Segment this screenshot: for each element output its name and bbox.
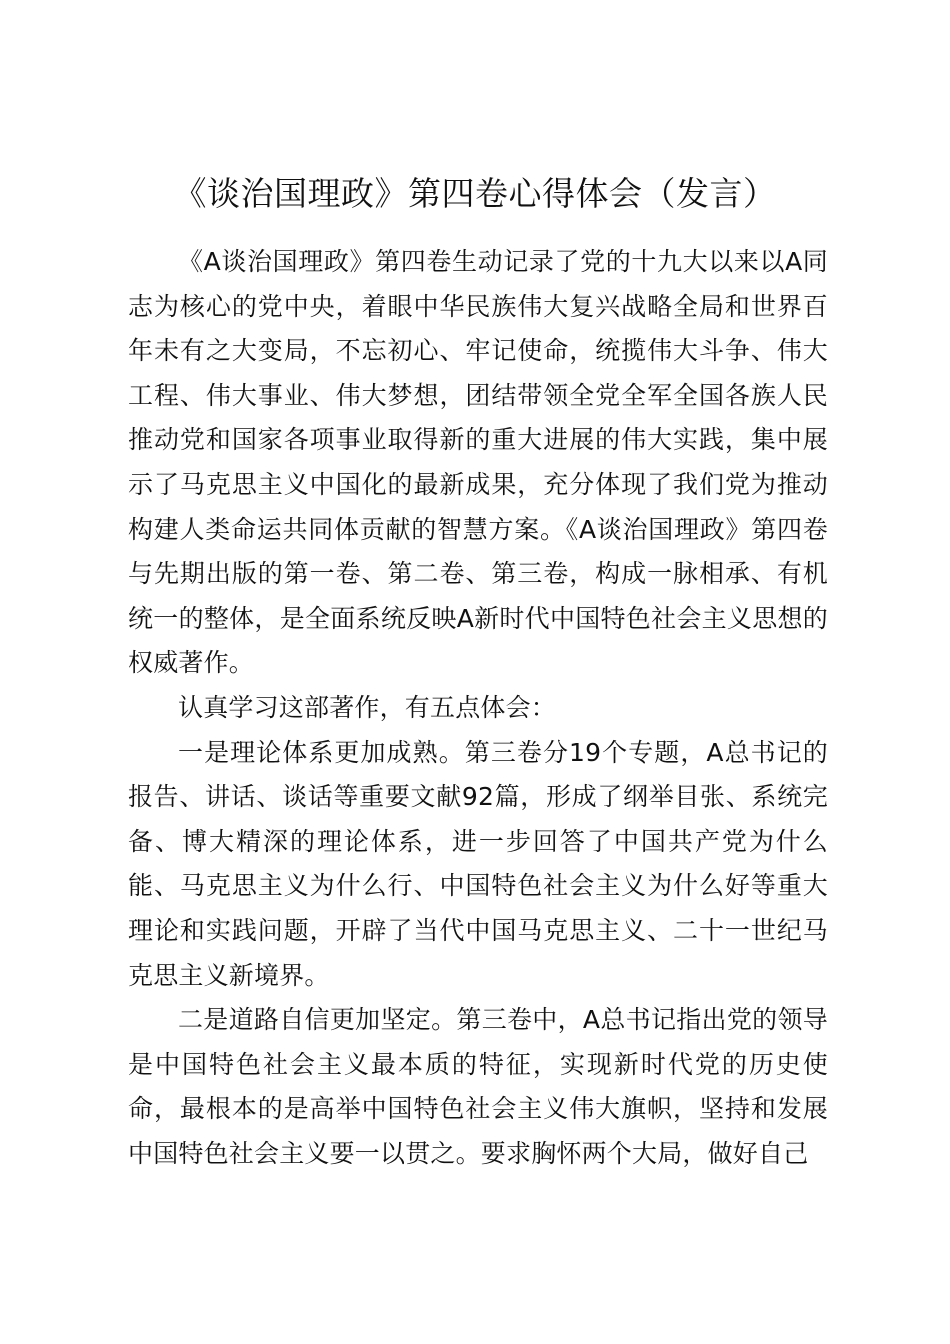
document-title: 《谈治国理政》第四卷心得体会（发言） [173, 174, 777, 213]
paragraph-point-two: 二是道路自信更加坚定。第三卷中，A总书记指出党的领导是中国特色社会主义最本质的特征，实现新时代党的历史使命，最根本的是高举中国特色社会主义伟大旗帜，坚持和发展中国特色社会主义要一以贯之。要求胸怀两个大局，做好自己 [128, 1005, 828, 1168]
paragraph-intro: 《A谈治国理政》第四卷生动记录了党的十九大以来以A同志为核心的党中央，着眼中华民族伟大复兴战略全局和世界百年未有之大变局，不忘初心、牢记使命，统揽伟大斗争、伟大工程、伟大事业、伟大梦想，团结带领全党全军全国各族人民推动党和国家各项事业取得新的重大进展的伟大实践，集中展示了马克思主义中国化的最新成果，充分体现了我们党为推动构建人类命运共同体贡献的智慧方案。《A谈治国理政》第四卷与先期出版的第一卷、第二卷、第三卷，构成一脉相承、有机统一的整体，是全面系统反映A新时代中国特色社会主义思想的权威著作。 [128, 247, 828, 678]
paragraph-point-one: 一是理论体系更加成熟。第三卷分19个专题，A总书记的报告、讲话、谈话等重要文献92篇，形成了纲举目张、系统完备、博大精深的理论体系，进一步回答了中国共产党为什么能、马克思主义为什么行、中国特色社会主义为什么好等重大理论和实践问题，开辟了当代中国马克思主义、二十一世纪马克思主义新境界。 [128, 737, 828, 990]
document-body [128, 240, 828, 1176]
paragraph-five-points: 认真学习这部著作，有五点体会： [178, 692, 557, 722]
